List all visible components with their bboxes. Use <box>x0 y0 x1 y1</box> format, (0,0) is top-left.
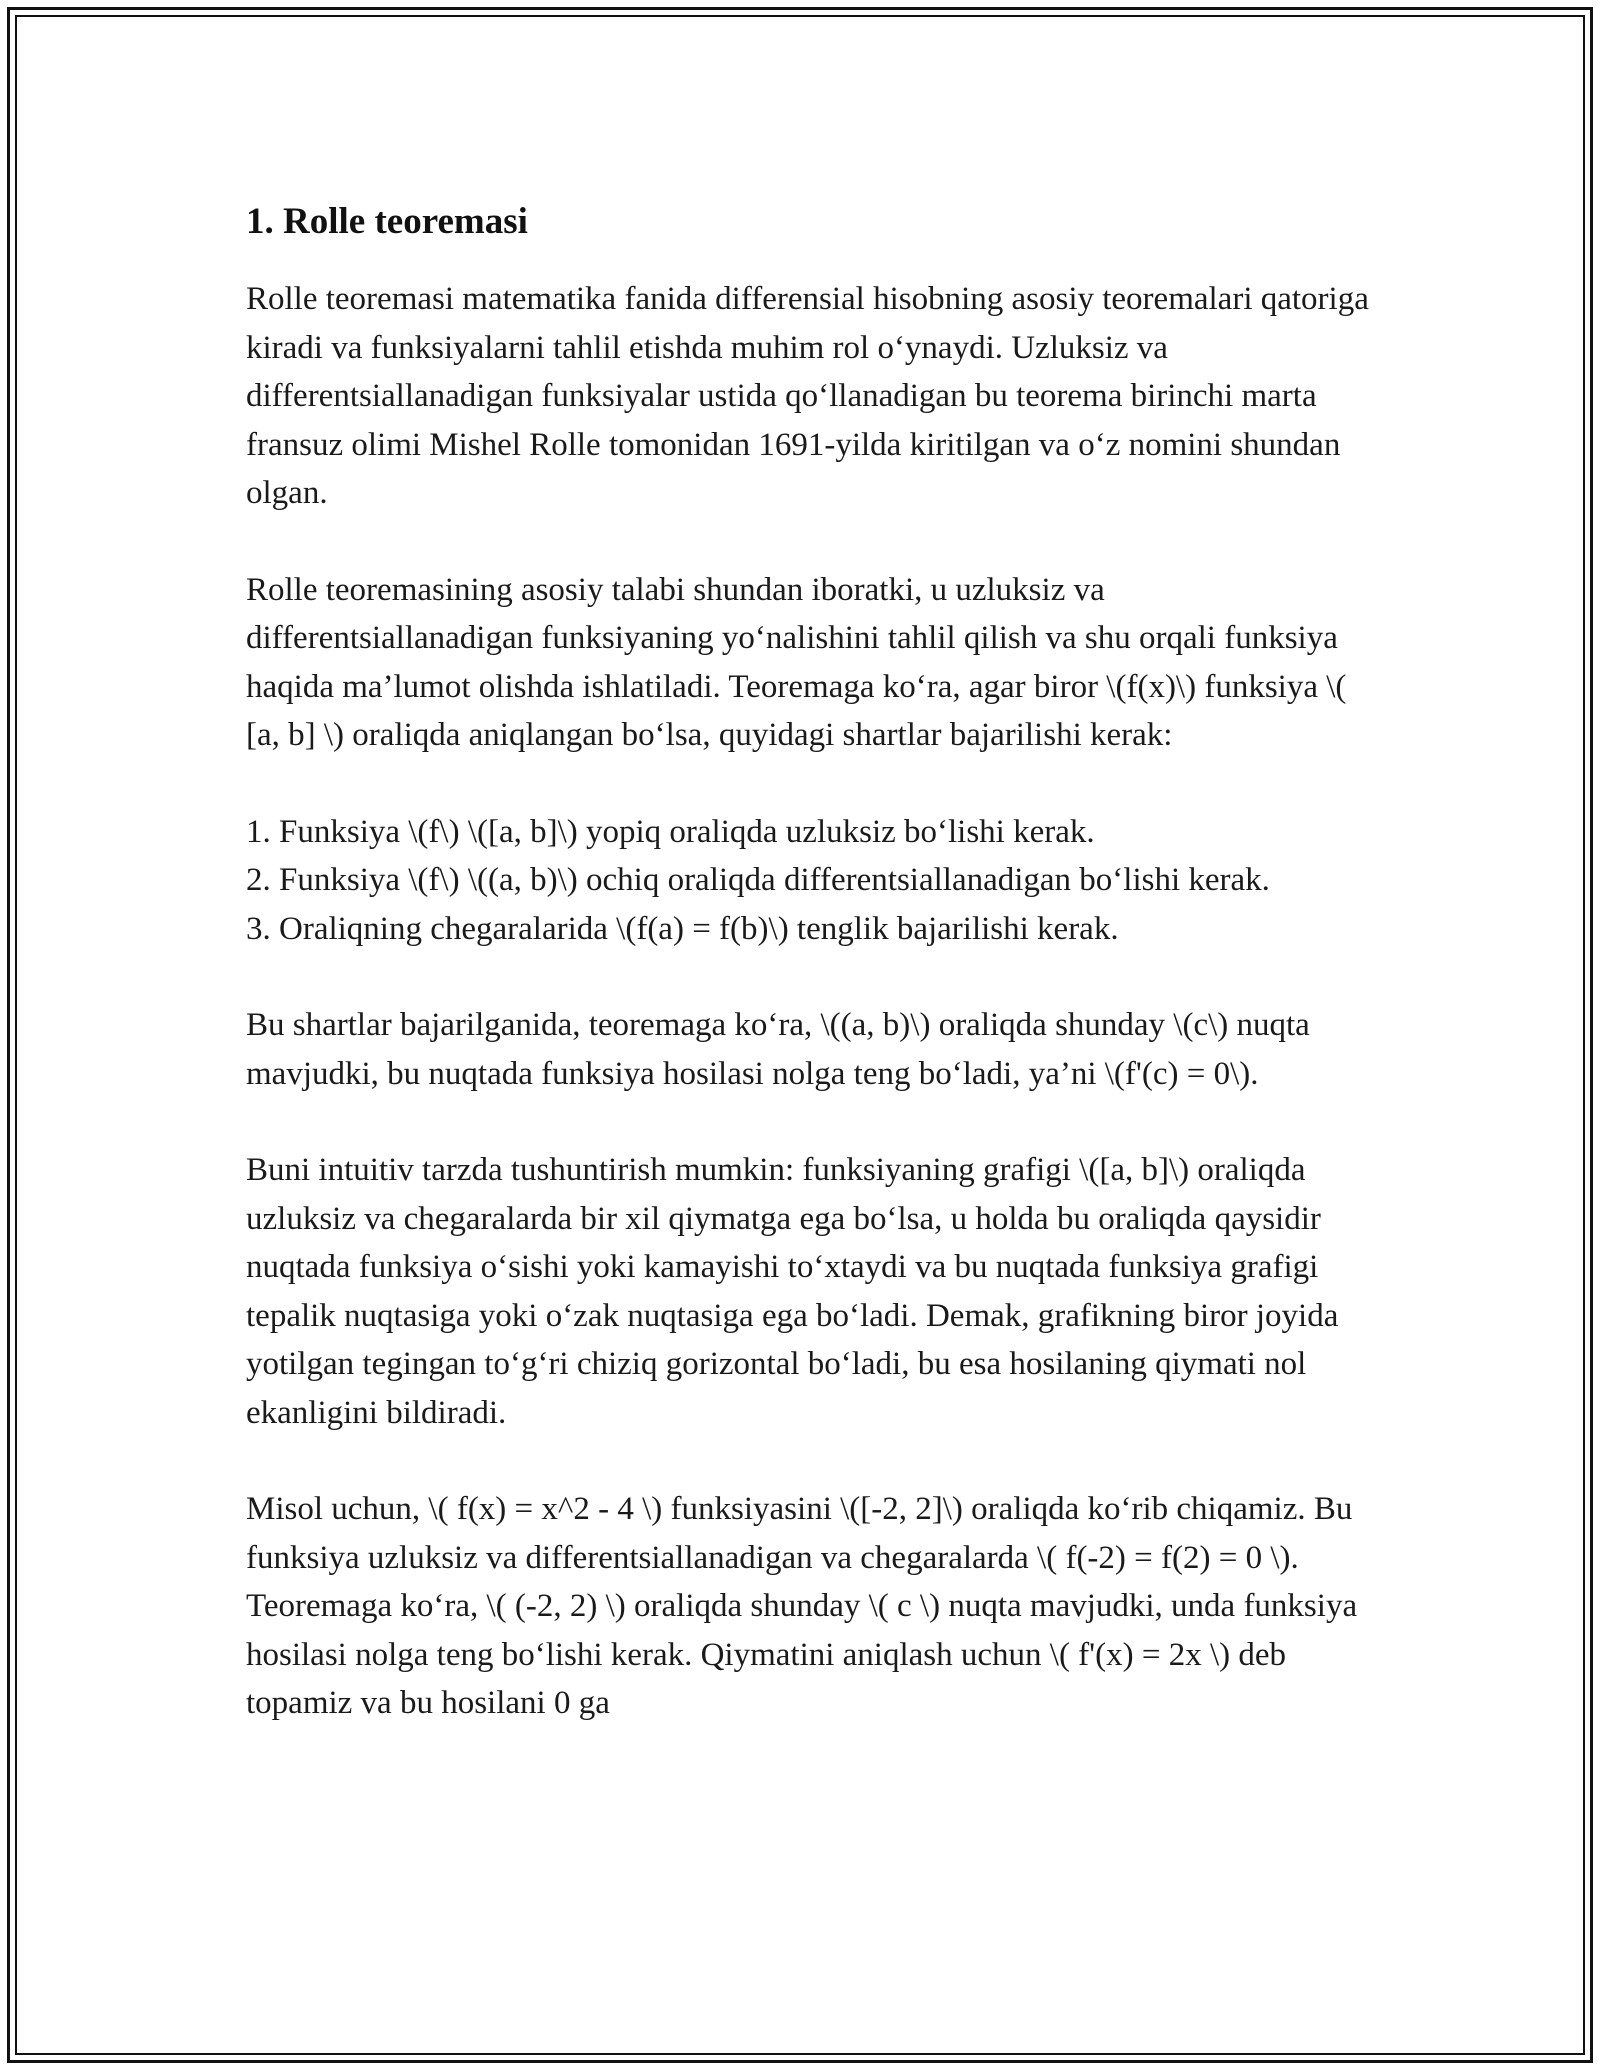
conclusion-paragraph: Bu shartlar bajarilganida, teoremaga ko‘ra, \((a, b)\) oraliqda shunday \(c\) nuqta mavjudki, bu nuqtada funksiya hosilasi nolga teng bo‘ladi, ya’ni \(f'(c) = 0\). <box>246 1007 1310 1092</box>
conditions-list <box>246 808 1382 954</box>
intro-paragraph: Rolle teoremasi matematika fanida differensial hisobning asosiy teoremalari qatoriga kiradi va funksiyalarni tahlil etishda muhim rol o‘ynaydi. Uzluksiz va differentsiallanadigan funksiyalar ustida qo‘llanadigan bu teorema birinchi marta fransuz olimi Mishel Rolle tomonidan 1691-yilda kiritilgan va o‘z nomini shundan olgan. <box>246 281 1369 511</box>
example-paragraph: Misol uchun, \( f(x) = x^2 - 4 \) funksiyasini \([-2, 2]\) oraliqda ko‘rib chiqamiz. Bu funksiya uzluksiz va differentsiallanadigan va chegaralarda \( f(-2) = f(2) = 0 \). Teoremaga ko‘ra, \( (-2, 2) \) oraliqda shunday \( c \) nuqta mavjudki, unda funksiya hosilasi nolga teng bo‘lishi kerak. Qiymatini aniqlash uchun \( f'(x) = 2x \) deb topamiz va bu hosilani 0 ga <box>246 1491 1358 1721</box>
condition-item: 2. Funksiya \(f\) \((a, b)\) ochiq oraliqda differentsiallanadigan bo‘lishi kerak. <box>246 862 1270 898</box>
document-body <box>246 198 1382 1728</box>
condition-item: 1. Funksiya \(f\) \([a, b]\) yopiq oraliqda uzluksiz bo‘lishi kerak. <box>246 813 1095 850</box>
intuition-paragraph: Buni intuitiv tarzda tushuntirish mumkin: funksiyaning grafigi \([a, b]\) oraliqda uzluksiz va chegaralarda bir xil qiymatga ega bo‘lsa, u holda bu oraliqda qaysidir nuqtada funksiya o‘sishi yoki kamayishi to‘xtaydi va bu nuqtada funksiya grafigi tepalik nuqtasiga yoki o‘zak nuqtasiga ega bo‘ladi. Demak, grafikning biror joyida yotilgan tegingan to‘g‘ri chiziq gorizontal bo‘ladi, bu esa hosilaning qiymati nol ekanligini bildiradi. <box>246 1152 1339 1431</box>
condition-item: 3. Oraliqning chegaralarida \(f(a) = f(b)\) tenglik bajarilishi kerak. <box>246 910 1119 947</box>
document-page <box>7 7 1593 2063</box>
section-heading: 1. Rolle teoremasi <box>246 201 528 242</box>
requirements-paragraph: Rolle teoremasining asosiy talabi shundan iboratki, u uzluksiz va differentsiallanadigan funksiyaning yo‘nalishini tahlil qilish va shu orqali funksiya haqida ma’lumot olishda ishlatiladi. Teoremaga ko‘ra, agar biror \(f(x)\) funksiya \( [a, b] \) oraliqda aniqlangan bo‘lsa, quyidagi shartlar bajarilishi kerak: <box>246 571 1347 753</box>
